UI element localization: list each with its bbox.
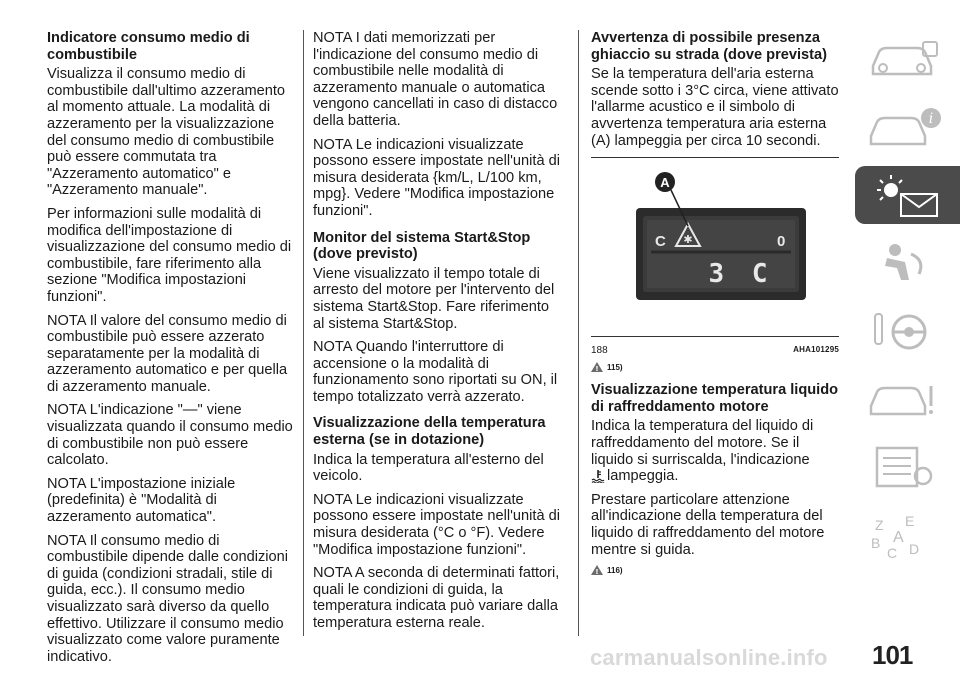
note-reference <box>591 565 839 575</box>
figure-bottom-rule <box>591 336 839 337</box>
column-divider <box>303 30 304 636</box>
section-heading-fuel-consumption: Indicatore consumo medio di combustibile <box>47 30 250 63</box>
section-heading-start-stop: Monitor del sistema Start&Stop (dove previsto) <box>313 229 531 263</box>
section-heading-outside-temp: Visualizzazione della temperatura esterna (se in dotazione) <box>313 415 546 449</box>
paragraph <box>591 418 839 484</box>
figure-code: AHA101295 <box>793 345 839 355</box>
note-reference-number: 115) <box>607 362 623 372</box>
column-3 <box>591 30 839 585</box>
tab-car-info[interactable] <box>855 98 960 156</box>
airbag-person-icon <box>865 240 945 286</box>
svg-text:E: E <box>905 513 915 529</box>
figure-outside-temp-display <box>591 166 839 336</box>
car-info-icon <box>865 104 945 150</box>
lcd-left-label: C <box>655 233 666 251</box>
chapter-tabs-sidebar <box>855 30 960 620</box>
svg-text:!: ! <box>595 568 599 576</box>
dashboard-lights-icon <box>865 172 950 218</box>
column-divider <box>578 30 579 636</box>
tab-safety[interactable] <box>855 234 960 292</box>
svg-text:i: i <box>928 111 934 127</box>
paragraph-text: Indica la temperatura del liquido di raffreddamento del motore. Se il liquido si surriscalda, l'indicazione <box>591 418 814 468</box>
svg-text:C: C <box>887 545 898 561</box>
steering-key-icon <box>865 308 945 354</box>
note-reference <box>591 362 839 372</box>
column-1 <box>47 30 295 672</box>
note-paragraph: NOTA Le indicazioni visualizzate possono essere impostate nell'unità di misura desiderata (°C o °F). Vedere "Modifica impostazione funzioni". <box>313 491 560 558</box>
paragraph: Indica la temperatura all'esterno del veicolo. <box>313 451 544 485</box>
paragraph: Prestare particolare attenzione all'indicazione della temperatura del liquido di raffreddamento del motore mentre si guida. <box>591 491 825 558</box>
note-paragraph: NOTA Il consumo medio di combustibile dipende dalle condizioni di guida (condizioni stradali, stile di guida, ecc.). Il consumo medio visualizzato sarà diverso da quello effettivo. Utilizzare il consumo medio visualizzato come valore puramente indicativo. <box>47 532 288 665</box>
column-2 <box>313 30 563 639</box>
note-paragraph: NOTA L'impostazione iniziale (predefinita) è "Modalità di azzeramento automatica". <box>47 475 236 526</box>
note-paragraph: NOTA Le indicazioni visualizzate possono essere impostate nell'unità di misura desiderata {km/L, L/100 km, mpg}. Vedere "Modifica impostazione funzioni". <box>313 136 560 219</box>
section-heading-ice-warning: Avvertenza di possibile presenza ghiaccio su strada (dove prevista) <box>591 30 828 63</box>
instrument-display-illustration <box>591 166 839 336</box>
coolant-temperature-icon <box>591 469 605 483</box>
alphabet-index-icon <box>865 512 945 562</box>
svg-text:B: B <box>871 535 881 551</box>
figure-top-rule <box>591 157 839 158</box>
car-breakdown-icon <box>865 376 945 422</box>
service-list-icon <box>865 444 945 490</box>
car-front-icon <box>865 36 945 82</box>
note-paragraph: NOTA L'indicazione "—" viene visualizzata quando il consumo medio di combustibile non può essere calcolato. <box>47 402 293 469</box>
note-reference-number: 116) <box>607 565 623 575</box>
paragraph-text: lampeggia. <box>607 468 679 485</box>
tab-dashboard-lights[interactable] <box>855 166 960 224</box>
note-paragraph: NOTA Quando l'interruttore di accensione o la modalità di funzionamento sono riportati su ON, il tempo totalizzato verrà azzerato. <box>313 339 558 405</box>
note-paragraph: NOTA I dati memorizzati per l'indicazione del consumo medio di combustibile nelle modalità di azzeramento manuale o automatica vengono cancellati in caso di distacco della batteria. <box>313 30 558 129</box>
svg-text:D: D <box>909 541 920 557</box>
figure-caption <box>591 345 839 356</box>
lcd-temperature-reading: 3 C <box>708 259 774 290</box>
warning-triangle-icon <box>591 565 603 575</box>
watermark: carmanualsonline.info <box>590 645 828 670</box>
svg-text:A: A <box>893 529 904 546</box>
svg-text:✱: ✱ <box>683 233 693 247</box>
svg-text:Z: Z <box>875 517 884 533</box>
note-paragraph: NOTA A seconda di determinati fattori, quali le condizioni di guida, la temperatura indicata può variare dalla temperatura esterna reale. <box>313 565 560 631</box>
section-heading-coolant-temp: Visualizzazione temperatura liquido di raffreddamento motore <box>591 382 839 415</box>
tab-car-front[interactable] <box>855 30 960 88</box>
tab-starting-driving[interactable] <box>855 302 960 360</box>
tab-index[interactable] <box>855 506 960 564</box>
warning-triangle-icon <box>591 362 603 372</box>
paragraph: Viene visualizzato il tempo totale di arresto del motore per l'intervento del sistema Start&Stop. Fare riferimento al sistema Start&Stop. <box>313 265 555 332</box>
tab-emergency[interactable] <box>855 370 960 428</box>
tab-maintenance[interactable] <box>855 438 960 496</box>
paragraph: Se la temperatura dell'aria esterna scende sotto i 3°C circa, viene attivato l'allarme acustico e il simbolo di avvertenza temperatura aria esterna (A) lampeggia per circa 10 secondi. <box>591 66 839 149</box>
figure-number: 188 <box>591 345 608 357</box>
page-number: 101 <box>872 640 913 670</box>
callout-label: A <box>660 175 670 191</box>
note-paragraph: NOTA Il valore del consumo medio di combustibile può essere azzerato separatamente per la modalità di azzeramento automatico e per quella di azzeramento manuale. <box>47 312 288 395</box>
paragraph: Per informazioni sulle modalità di modifica dell'impostazione di visualizzazione del consumo medio di combustibile, fare riferimento alla sezione "Modifica impostazioni funzioni". <box>47 205 292 305</box>
lcd-right-label: 0 <box>777 233 786 251</box>
svg-text:!: ! <box>595 365 599 373</box>
paragraph: Visualizza il consumo medio di combustibile dall'ultimo azzeramento al momento attuale. La modalità di azzeramento per la visualizzazione del consumo medio di combustibile può essere commutata tra "Azzeramento automatico" e "Azzeramento manuale". <box>47 66 286 199</box>
